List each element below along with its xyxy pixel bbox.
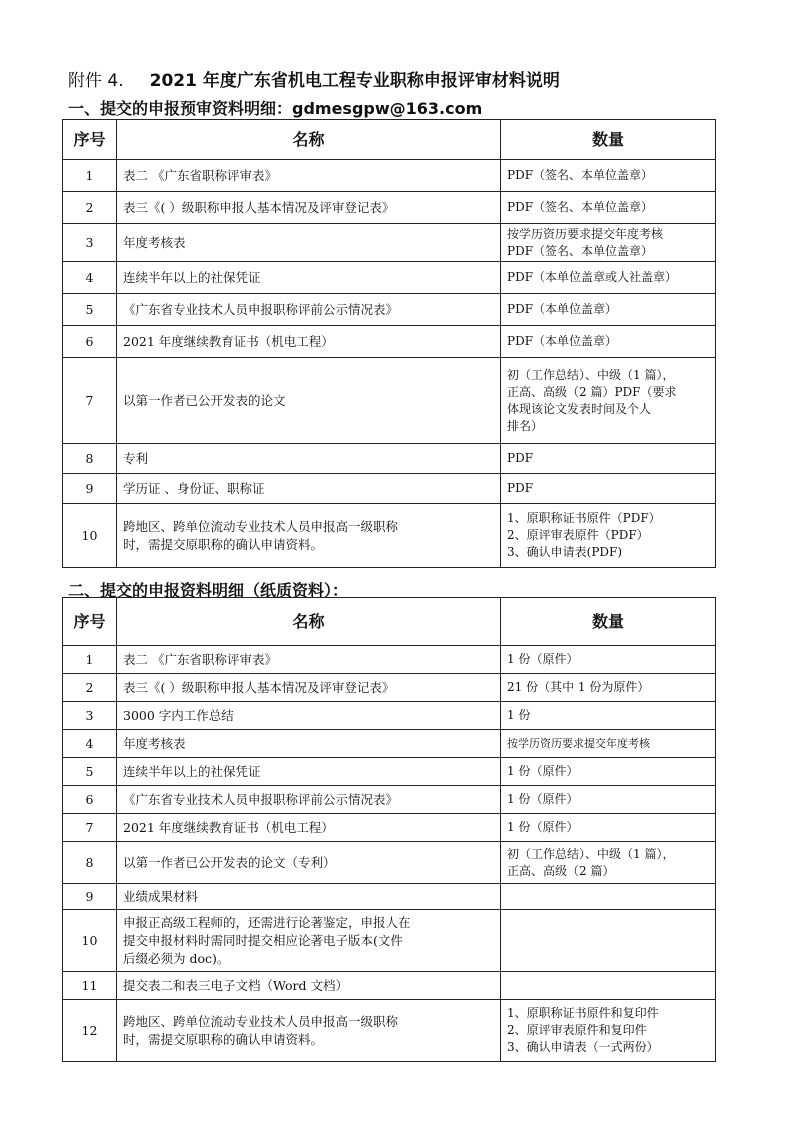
table-row — [63, 972, 716, 1000]
item-quantity — [501, 504, 716, 568]
item-quantity — [501, 192, 716, 224]
item-quantity — [501, 814, 716, 842]
table-row — [63, 160, 716, 192]
item-name-line: 以第一作者已公开发表的论文 — [123, 392, 286, 408]
item-name-line: 申报正高级工程师的，还需进行论著鉴定，申报人在 — [123, 914, 411, 930]
table-row — [63, 504, 716, 568]
item-name — [117, 814, 501, 842]
item-name-line: 《广东省专业技术人员申报职称评前公示情况表》 — [123, 301, 399, 317]
table-row — [63, 444, 716, 474]
item-name-line: 2021 年度继续教育证书（机电工程） — [123, 819, 334, 835]
table-row — [63, 786, 716, 814]
item-name — [117, 224, 501, 262]
row-number: 11 — [63, 972, 117, 1000]
item-name — [117, 972, 501, 1000]
header-no: 序号 — [63, 598, 117, 646]
item-quantity-line: PDF — [507, 481, 534, 495]
item-name-line: 连续半年以上的社保凭证 — [123, 269, 261, 285]
row-number: 10 — [63, 910, 117, 972]
item-quantity-line: 1、原职称证书原件（PDF） — [507, 511, 661, 525]
row-number: 8 — [63, 842, 117, 884]
item-name — [117, 192, 501, 224]
item-quantity-line: 正高、高级（2 篇） — [507, 863, 615, 878]
item-quantity-line: 正高、高级（2 篇）PDF（要求 — [507, 384, 677, 399]
item-name — [117, 786, 501, 814]
item-name-line: 3000 字内工作总结 — [123, 707, 234, 723]
row-number: 9 — [63, 884, 117, 910]
item-quantity — [501, 786, 716, 814]
row-number: 7 — [63, 814, 117, 842]
row-number: 1 — [63, 160, 117, 192]
table-row — [63, 730, 716, 758]
document-title — [68, 66, 560, 91]
item-name-line: 以第一作者已公开发表的论文（专利） — [123, 854, 336, 870]
item-quantity — [501, 294, 716, 326]
row-number: 3 — [63, 224, 117, 262]
header-qty: 数量 — [501, 120, 716, 160]
item-name — [117, 358, 501, 444]
item-quantity — [501, 326, 716, 358]
row-number: 3 — [63, 702, 117, 730]
item-quantity — [501, 474, 716, 504]
table-row — [63, 474, 716, 504]
item-name-line: 跨地区、跨单位流动专业技术人员申报高一级职称 — [123, 1013, 399, 1029]
row-number: 2 — [63, 192, 117, 224]
item-name — [117, 474, 501, 504]
item-quantity-line: 3、确认申请表(PDF) — [507, 545, 623, 559]
item-quantity-line: 按学历资历要求提交年度考核 — [507, 737, 650, 750]
table-header-row — [63, 598, 716, 646]
row-number: 7 — [63, 358, 117, 444]
item-quantity-line: 1 份 — [507, 708, 531, 722]
item-name-line: 《广东省专业技术人员申报职称评前公示情况表》 — [123, 791, 399, 807]
item-name-line: 表二 《广东省职称评审表》 — [123, 167, 277, 183]
table-row — [63, 674, 716, 702]
table-row — [63, 646, 716, 674]
item-name-line: 后缀必须为 doc)。 — [123, 950, 230, 966]
row-number: 1 — [63, 646, 117, 674]
item-quantity-line: 按学历资历要求提交年度考核 — [507, 226, 664, 241]
title-text: 2021 年度广东省机电工程专业职称申报评审材料说明 — [149, 71, 560, 91]
section1-heading: 一、提交的申报预审资料明细：gdmesgpw@163.com — [68, 99, 483, 118]
item-quantity — [501, 646, 716, 674]
header-qty: 数量 — [501, 598, 716, 646]
item-quantity-line: 1、原职称证书原件和复印件 — [507, 1006, 659, 1020]
item-name — [117, 730, 501, 758]
table-row — [63, 358, 716, 444]
item-name — [117, 294, 501, 326]
table-row — [63, 814, 716, 842]
table-row — [63, 326, 716, 358]
item-name — [117, 504, 501, 568]
item-name-line: 年度考核表 — [123, 234, 186, 250]
item-quantity-line: PDF（本单位盖章或人社盖章） — [507, 270, 678, 284]
row-number: 4 — [63, 262, 117, 294]
item-quantity-line: 1 份（原件） — [507, 792, 579, 806]
item-quantity-line: 3、确认申请表（一式两份） — [507, 1040, 659, 1054]
item-quantity-line: 2、原评审表原件和复印件 — [507, 1023, 647, 1037]
table-row — [63, 224, 716, 262]
item-name — [117, 646, 501, 674]
attachment-label: 附件 4. — [68, 71, 124, 91]
item-name-line: 连续半年以上的社保凭证 — [123, 763, 261, 779]
item-name-line: 跨地区、跨单位流动专业技术人员申报高一级职称 — [123, 518, 399, 534]
row-number: 9 — [63, 474, 117, 504]
item-quantity — [501, 884, 716, 910]
item-quantity — [501, 730, 716, 758]
item-quantity — [501, 224, 716, 262]
row-number: 5 — [63, 294, 117, 326]
item-name — [117, 326, 501, 358]
item-quantity — [501, 358, 716, 444]
item-quantity — [501, 1000, 716, 1062]
item-name — [117, 444, 501, 474]
row-number: 10 — [63, 504, 117, 568]
item-name-line: 年度考核表 — [123, 735, 186, 751]
row-number: 12 — [63, 1000, 117, 1062]
item-name — [117, 842, 501, 884]
item-quantity-line: PDF（本单位盖章） — [507, 302, 618, 316]
row-number: 5 — [63, 758, 117, 786]
item-name-line: 专利 — [123, 450, 149, 466]
table-row — [63, 294, 716, 326]
item-name-line: 时，需提交原职称的确认申请资料。 — [123, 1031, 324, 1047]
row-number: 8 — [63, 444, 117, 474]
item-quantity — [501, 160, 716, 192]
header-name: 名称 — [117, 598, 501, 646]
pre-review-materials-table — [62, 119, 716, 568]
item-quantity-line: 体现该论文发表时间及个人 — [507, 401, 652, 416]
item-quantity-line: 初（工作总结）、中级（1 篇）， — [507, 846, 675, 861]
item-quantity-line: PDF（签名、本单位盖章） — [507, 243, 654, 258]
item-name-line: 2021 年度继续教育证书（机电工程） — [123, 333, 334, 349]
table-row — [63, 702, 716, 730]
table-row — [63, 262, 716, 294]
item-quantity-line: 1 份（原件） — [507, 764, 579, 778]
item-name — [117, 884, 501, 910]
item-name-line: 表二 《广东省职称评审表》 — [123, 651, 277, 667]
item-quantity — [501, 674, 716, 702]
item-quantity — [501, 842, 716, 884]
table-row — [63, 842, 716, 884]
header-name: 名称 — [117, 120, 501, 160]
item-quantity-line: 初（工作总结）、中级（1 篇）， — [507, 367, 675, 382]
item-quantity-line: PDF（签名、本单位盖章） — [507, 168, 654, 182]
item-quantity-line: 1 份（原件） — [507, 820, 579, 834]
item-quantity — [501, 758, 716, 786]
item-quantity-line: 21 份（其中 1 份为原件） — [507, 680, 650, 694]
item-name — [117, 702, 501, 730]
table-row — [63, 758, 716, 786]
item-quantity-line: 1 份（原件） — [507, 652, 579, 666]
item-name — [117, 758, 501, 786]
item-name-line: 业绩成果材料 — [123, 888, 199, 904]
table-header-row — [63, 120, 716, 160]
item-quantity-line: 2、原评审表原件（PDF） — [507, 528, 649, 542]
item-quantity — [501, 702, 716, 730]
item-quantity-line: PDF（本单位盖章） — [507, 334, 618, 348]
table-row — [63, 910, 716, 972]
header-no: 序号 — [63, 120, 117, 160]
item-quantity-line: 排名） — [507, 418, 544, 433]
table-row — [63, 192, 716, 224]
item-quantity — [501, 262, 716, 294]
row-number: 6 — [63, 786, 117, 814]
item-name-line: 表三《( ）级职称申报人基本情况及评审登记表》 — [123, 199, 395, 215]
item-quantity — [501, 910, 716, 972]
item-name — [117, 910, 501, 972]
item-quantity-line: PDF — [507, 451, 534, 465]
section2-heading: 二、提交的申报资料明细（纸质资料）： — [68, 581, 349, 600]
row-number: 2 — [63, 674, 117, 702]
paper-materials-table — [62, 597, 716, 1062]
item-name — [117, 674, 501, 702]
item-quantity — [501, 972, 716, 1000]
table-row — [63, 1000, 716, 1062]
item-name — [117, 160, 501, 192]
item-name-line: 时，需提交原职称的确认申请资料。 — [123, 536, 324, 552]
item-name-line: 学历证 、身份证、职称证 — [123, 480, 265, 496]
item-quantity — [501, 444, 716, 474]
row-number: 6 — [63, 326, 117, 358]
item-name-line: 表三《( ）级职称申报人基本情况及评审登记表》 — [123, 679, 395, 695]
item-quantity-line: PDF（签名、本单位盖章） — [507, 200, 654, 214]
row-number: 4 — [63, 730, 117, 758]
item-name-line: 提交表二和表三电子文档（Word 文档） — [123, 977, 348, 993]
item-name — [117, 1000, 501, 1062]
item-name-line: 提交申报材料时需同时提交相应论著电子版本(文件 — [123, 932, 403, 948]
item-name — [117, 262, 501, 294]
table-row — [63, 884, 716, 910]
